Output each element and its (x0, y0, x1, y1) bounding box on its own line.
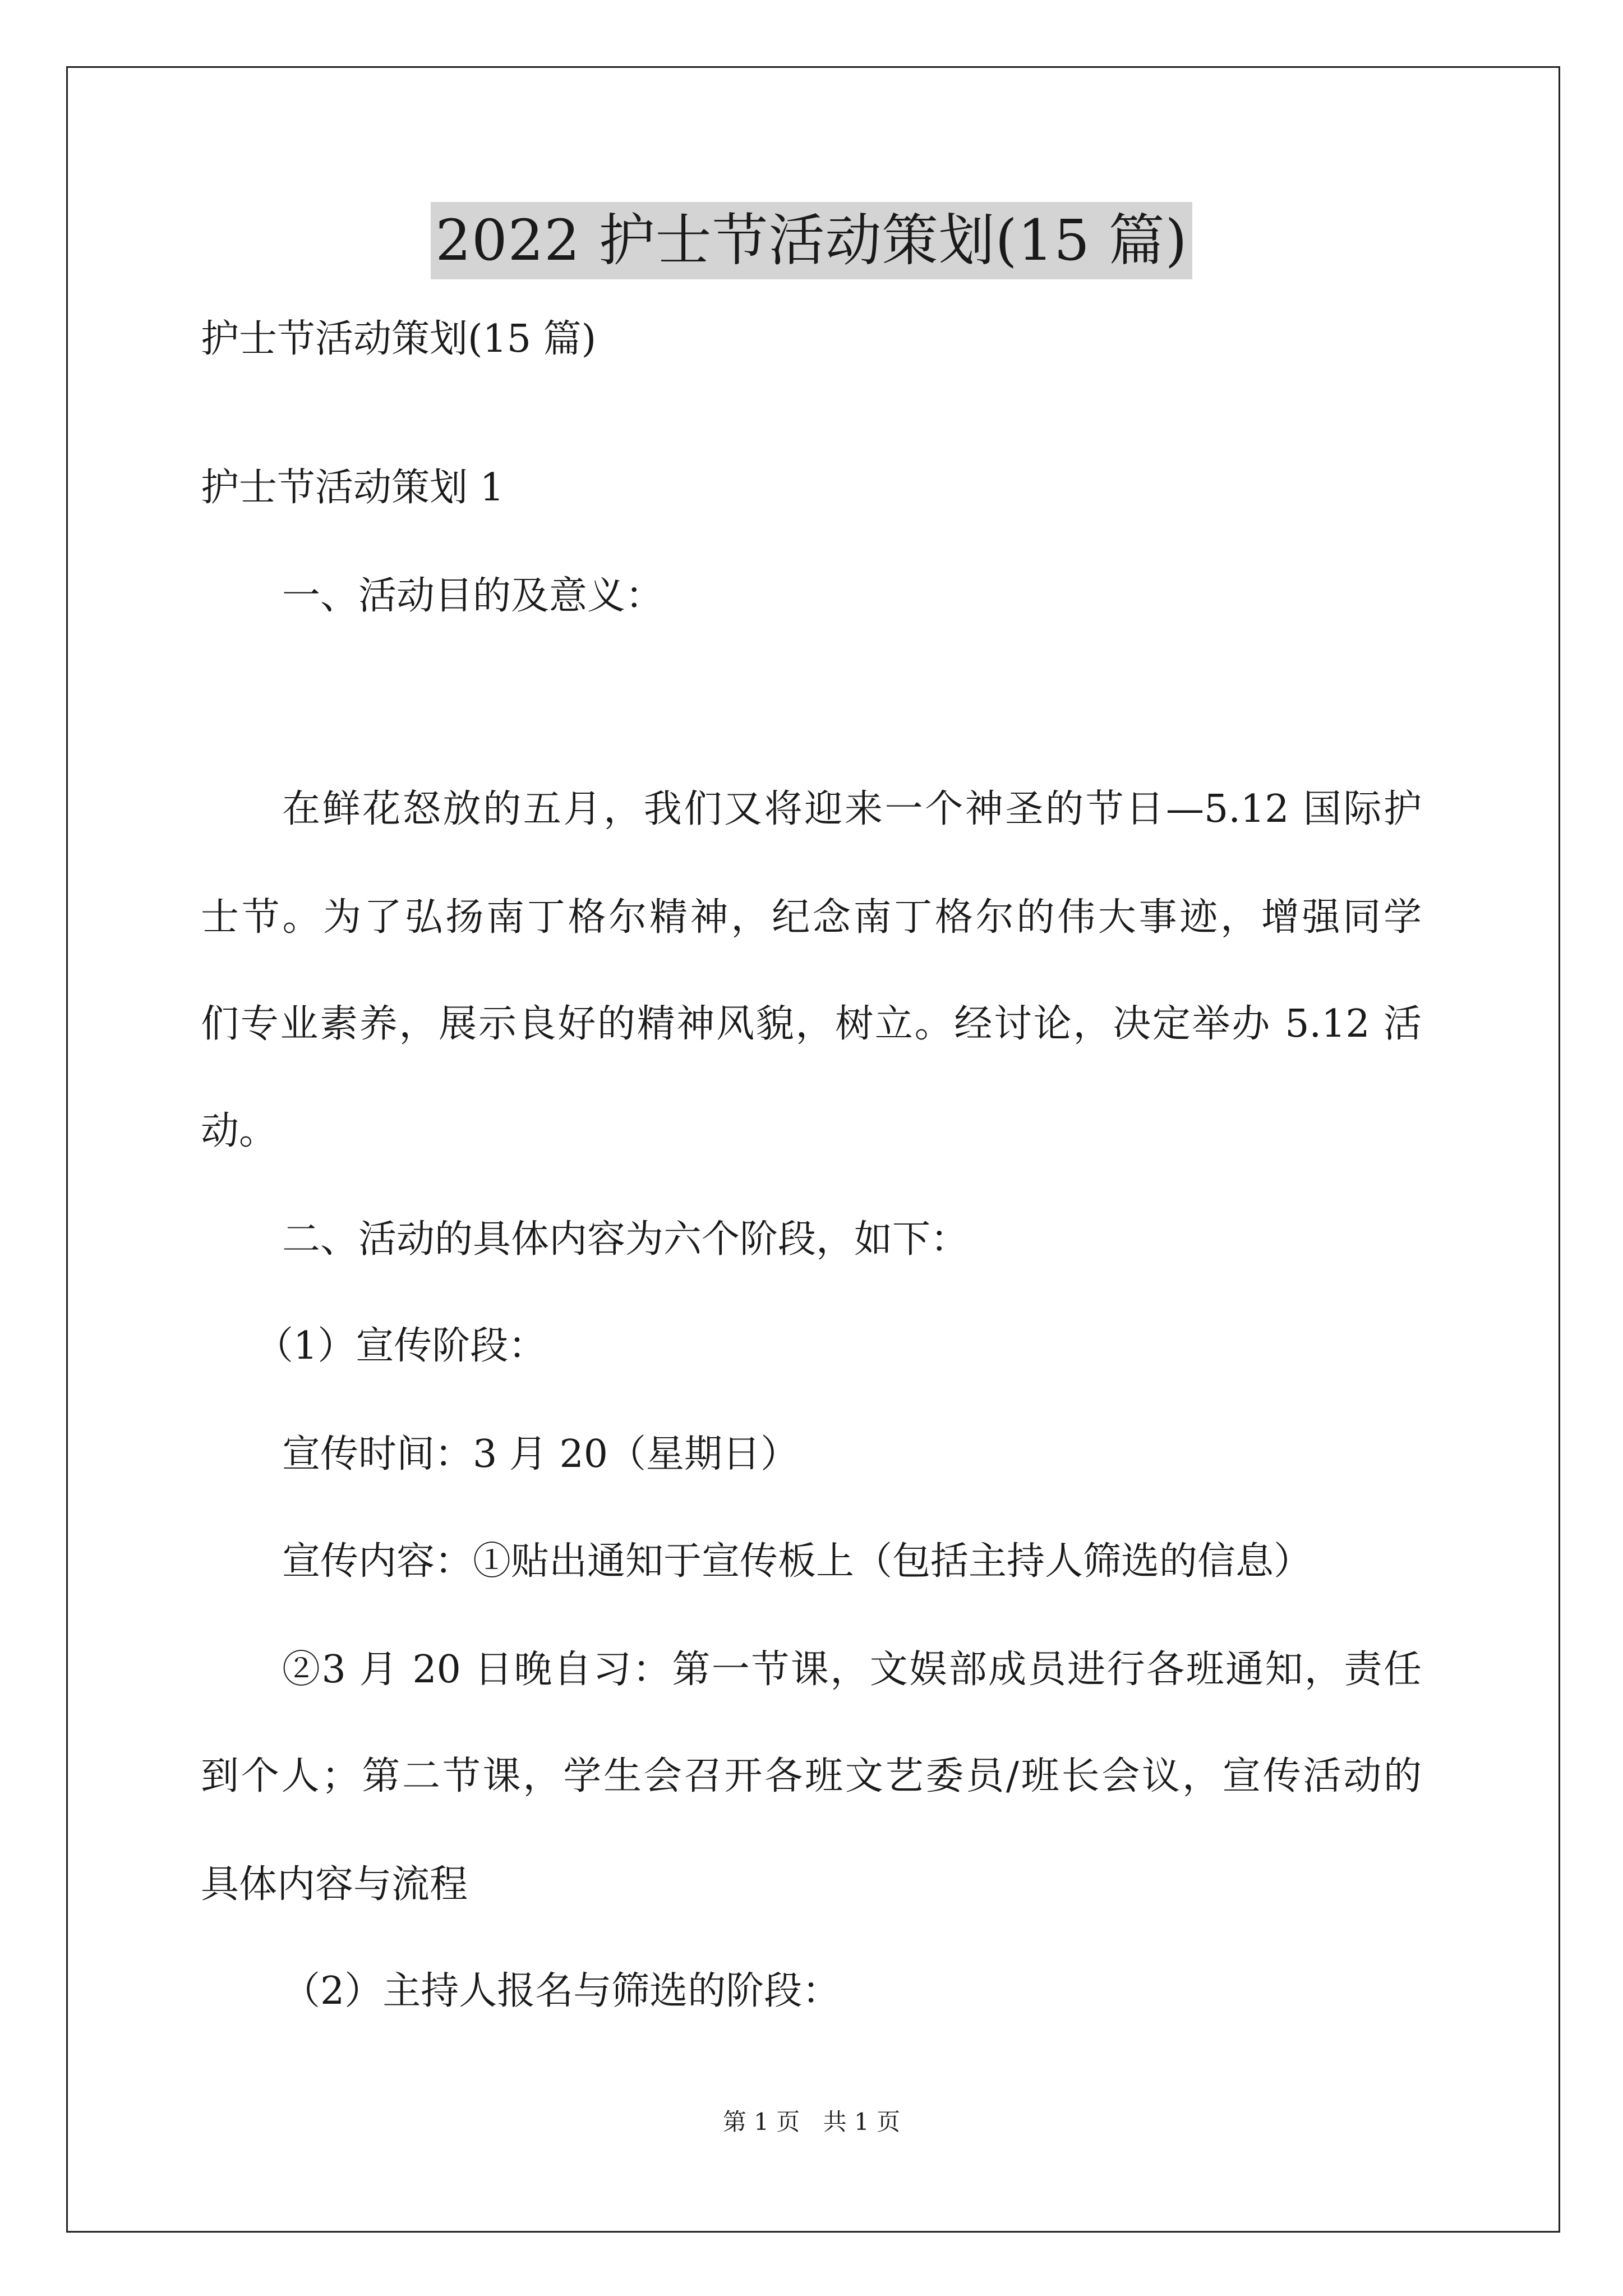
title-container (0, 202, 1623, 279)
paragraph-line: 们专业素养，展示良好的精神风貌，树立。经讨论，决定举办 5.12 活 (201, 1002, 1422, 1046)
page-border (66, 66, 1560, 2233)
page-total: 共 1 页 (823, 2108, 901, 2136)
paragraph-line: 二、活动的具体内容为六个阶段，如下： (282, 1217, 969, 1262)
paragraph-line: 士节。为了弘扬南丁格尔精神，纪念南丁格尔的伟大事迹，增强同学 (201, 895, 1422, 940)
paragraph-line: 动。 (201, 1109, 278, 1153)
document-title: 2022 护士节活动策划(15 篇) (431, 202, 1192, 279)
paragraph-line: （1）宣传阶段： (255, 1324, 547, 1368)
paragraph-line: 在鲜花怒放的五月，我们又将迎来一个神圣的节日—5.12 国际护 (282, 787, 1422, 831)
paragraph-line: 具体内容与流程 (201, 1862, 468, 1907)
paragraph-line: ②3 月 20 日晚自习：第一节课，文娱部成员进行各班通知，责任 (282, 1648, 1422, 1692)
section-heading: 护士节活动策划 1 (201, 466, 504, 510)
paragraph-line: 宣传时间：3 月 20（星期日） (282, 1432, 799, 1476)
paragraph-line: 一、活动目的及意义： (282, 574, 664, 618)
page-footer (0, 2108, 1623, 2136)
subtitle-line: 护士节活动策划(15 篇) (201, 317, 597, 361)
paragraph-line: （2）主持人报名与筛选的阶段： (282, 1969, 841, 2013)
paragraph-line: 到个人；第二节课，学生会召开各班文艺委员/班长会议，宣传活动的 (201, 1754, 1422, 1798)
paragraph-line: 宣传内容：①贴出通知于宣传板上（包括主持人筛选的信息） (282, 1539, 1312, 1584)
page-number: 第 1 页 (722, 2108, 800, 2136)
